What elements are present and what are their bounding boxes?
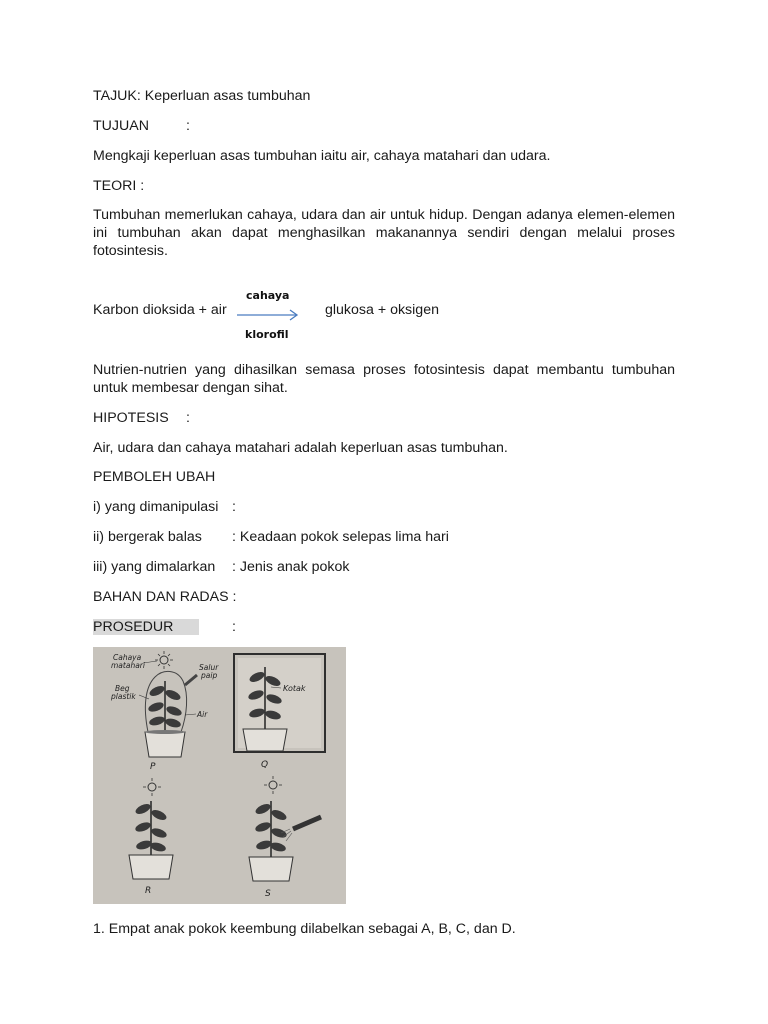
title-value: Keperluan asas tumbuhan (144, 88, 311, 104)
prosedur-heading (93, 618, 236, 636)
equation-left: Karbon dioksida + air (93, 302, 227, 318)
title-label: TAJUK (93, 88, 137, 104)
label-paip: paip (201, 671, 218, 680)
equation-below: klorofil (245, 328, 289, 341)
experiment-figure (93, 647, 346, 904)
hipotesis-label: HIPOTESIS (93, 410, 169, 426)
label-cahaya: Cahaya (113, 653, 142, 662)
label-kotak: Kotak (283, 684, 306, 693)
equation-arrow (236, 308, 300, 322)
label-p: P (150, 762, 156, 772)
tujuan-sep: : (186, 118, 190, 134)
label-s: S (265, 889, 271, 899)
label-q: Q (261, 760, 269, 770)
tujuan-label: TUJUAN (93, 118, 149, 134)
title-line (93, 87, 310, 105)
pemboleh-item (93, 558, 350, 576)
label-matahari: matahari (111, 661, 145, 670)
label-plastik: plastik (111, 692, 136, 701)
pemboleh-item-value: : Keadaan pokok selepas lima hari (232, 529, 449, 545)
equation-above: cahaya (246, 289, 290, 302)
pemboleh-item-value: : Jenis anak pokok (232, 559, 350, 575)
teori-text: Tumbuhan memerlukan cahaya, udara dan air untuk hidup. Dengan adanya elemen-elemen ini tumbuhan akan dapat menghasilkan makanannya sendiri dengan melalui proses fotosintesis. (93, 207, 675, 259)
bahan-heading: BAHAN DAN RADAS : (93, 589, 237, 605)
tujuan-heading (93, 117, 190, 135)
hipotesis-heading (93, 409, 190, 427)
equation-right: glukosa + oksigen (325, 302, 439, 318)
pemboleh-item (93, 528, 449, 546)
pemboleh-item-value: : (232, 499, 236, 515)
prosedur-sep: : (232, 619, 236, 635)
pemboleh-item (93, 498, 236, 516)
label-air: Air (197, 710, 208, 719)
label-beg: Beg (115, 684, 130, 693)
prosedur-step-1: 1. Empat anak pokok keembung dilabelkan sebagai A, B, C, dan D. (93, 921, 516, 937)
pemboleh-item-label: ii) bergerak balas (93, 529, 202, 545)
plant-q (234, 654, 325, 770)
pemboleh-heading: PEMBOLEH UBAH (93, 469, 216, 485)
hipotesis-text: Air, udara dan cahaya matahari adalah keperluan asas tumbuhan. (93, 440, 508, 456)
pemboleh-item-label: i) yang dimanipulasi (93, 499, 219, 515)
label-salur: Salur (199, 663, 219, 672)
prosedur-label: PROSEDUR (93, 619, 199, 635)
tujuan-text: Mengkaji keperluan asas tumbuhan iaitu air, cahaya matahari dan udara. (93, 148, 551, 164)
hipotesis-sep: : (186, 410, 190, 426)
title-sep: : (136, 88, 141, 104)
label-r: R (145, 886, 152, 896)
teori-text2: Nutrien-nutrien yang dihasilkan semasa proses fotosintesis dapat membantu tumbuhan untuk membesar dengan sihat. (93, 362, 675, 396)
pemboleh-item-label: iii) yang dimalarkan (93, 559, 216, 575)
teori-heading: TEORI : (93, 178, 145, 194)
